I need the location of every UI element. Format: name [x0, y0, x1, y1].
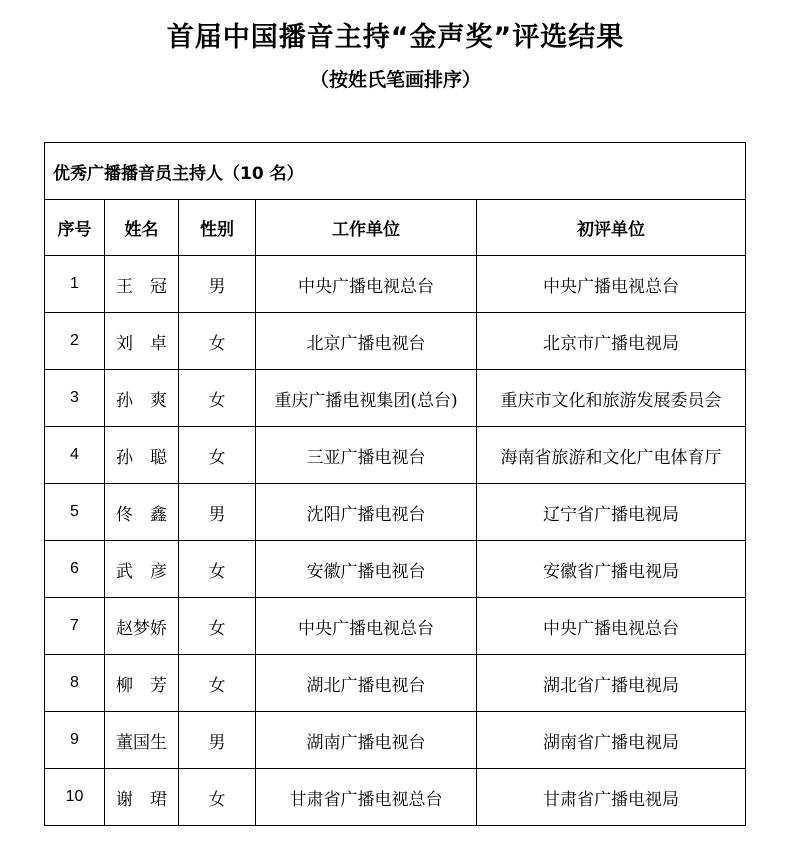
- cell-name: 赵梦娇: [105, 598, 179, 655]
- column-header-review-unit: 初评单位: [477, 200, 746, 256]
- cell-index: 7: [45, 598, 105, 655]
- section-title: 优秀广播播音员主持人（10 名）: [45, 143, 746, 200]
- document-subtitle: （按姓氏笔画排序）: [309, 69, 481, 91]
- table-row: [45, 598, 746, 655]
- cell-review-unit: 湖南省广播电视局: [477, 712, 746, 769]
- table-row: [45, 313, 746, 370]
- cell-work-unit: 中央广播电视总台: [256, 256, 477, 313]
- cell-review-unit: 中央广播电视总台: [477, 598, 746, 655]
- cell-index: 5: [45, 484, 105, 541]
- cell-name: 柳 芳: [105, 655, 179, 712]
- table-row: [45, 769, 746, 826]
- table-row: [45, 541, 746, 598]
- cell-work-unit: 安徽广播电视台: [256, 541, 477, 598]
- cell-name: 王 冠: [105, 256, 179, 313]
- cell-work-unit: 三亚广播电视台: [256, 427, 477, 484]
- cell-work-unit: 甘肃省广播电视总台: [256, 769, 477, 826]
- cell-work-unit: 北京广播电视台: [256, 313, 477, 370]
- table-row: [45, 655, 746, 712]
- cell-name: 谢 珺: [105, 769, 179, 826]
- cell-name: 刘 卓: [105, 313, 179, 370]
- cell-name: 孙 爽: [105, 370, 179, 427]
- cell-index: 6: [45, 541, 105, 598]
- cell-gender: 女: [179, 427, 256, 484]
- cell-work-unit: 沈阳广播电视台: [256, 484, 477, 541]
- table-row: [45, 712, 746, 769]
- column-header-row: [45, 200, 746, 256]
- cell-review-unit: 湖北省广播电视局: [477, 655, 746, 712]
- cell-index: 3: [45, 370, 105, 427]
- cell-gender: 女: [179, 541, 256, 598]
- cell-review-unit: 甘肃省广播电视局: [477, 769, 746, 826]
- cell-index: 9: [45, 712, 105, 769]
- cell-gender: 男: [179, 712, 256, 769]
- cell-gender: 女: [179, 598, 256, 655]
- cell-review-unit: 海南省旅游和文化广电体育厅: [477, 427, 746, 484]
- cell-name: 佟 鑫: [105, 484, 179, 541]
- cell-gender: 女: [179, 769, 256, 826]
- cell-gender: 男: [179, 484, 256, 541]
- cell-gender: 女: [179, 313, 256, 370]
- column-header-work-unit: 工作单位: [256, 200, 477, 256]
- column-header-gender: 性别: [179, 200, 256, 256]
- cell-name: 孙 聪: [105, 427, 179, 484]
- cell-work-unit: 中央广播电视总台: [256, 598, 477, 655]
- cell-review-unit: 辽宁省广播电视局: [477, 484, 746, 541]
- cell-name: 董国生: [105, 712, 179, 769]
- table-row: [45, 484, 746, 541]
- cell-gender: 男: [179, 256, 256, 313]
- cell-gender: 女: [179, 655, 256, 712]
- cell-index: 2: [45, 313, 105, 370]
- cell-work-unit: 湖北广播电视台: [256, 655, 477, 712]
- cell-review-unit: 安徽省广播电视局: [477, 541, 746, 598]
- column-header-name: 姓名: [105, 200, 179, 256]
- cell-index: 8: [45, 655, 105, 712]
- cell-review-unit: 中央广播电视总台: [477, 256, 746, 313]
- column-header-index: 序号: [45, 200, 105, 256]
- results-table: [44, 142, 746, 826]
- document-title: 首届中国播音主持“金声奖”评选结果: [166, 22, 625, 53]
- table-row: [45, 370, 746, 427]
- section-header-row: [45, 143, 746, 200]
- cell-index: 10: [45, 769, 105, 826]
- cell-index: 1: [45, 256, 105, 313]
- table-row: [45, 427, 746, 484]
- cell-name: 武 彦: [105, 541, 179, 598]
- cell-index: 4: [45, 427, 105, 484]
- cell-gender: 女: [179, 370, 256, 427]
- cell-review-unit: 重庆市文化和旅游发展委员会: [477, 370, 746, 427]
- cell-work-unit: 重庆广播电视集团(总台): [256, 370, 477, 427]
- table-row: [45, 256, 746, 313]
- cell-review-unit: 北京市广播电视局: [477, 313, 746, 370]
- cell-work-unit: 湖南广播电视台: [256, 712, 477, 769]
